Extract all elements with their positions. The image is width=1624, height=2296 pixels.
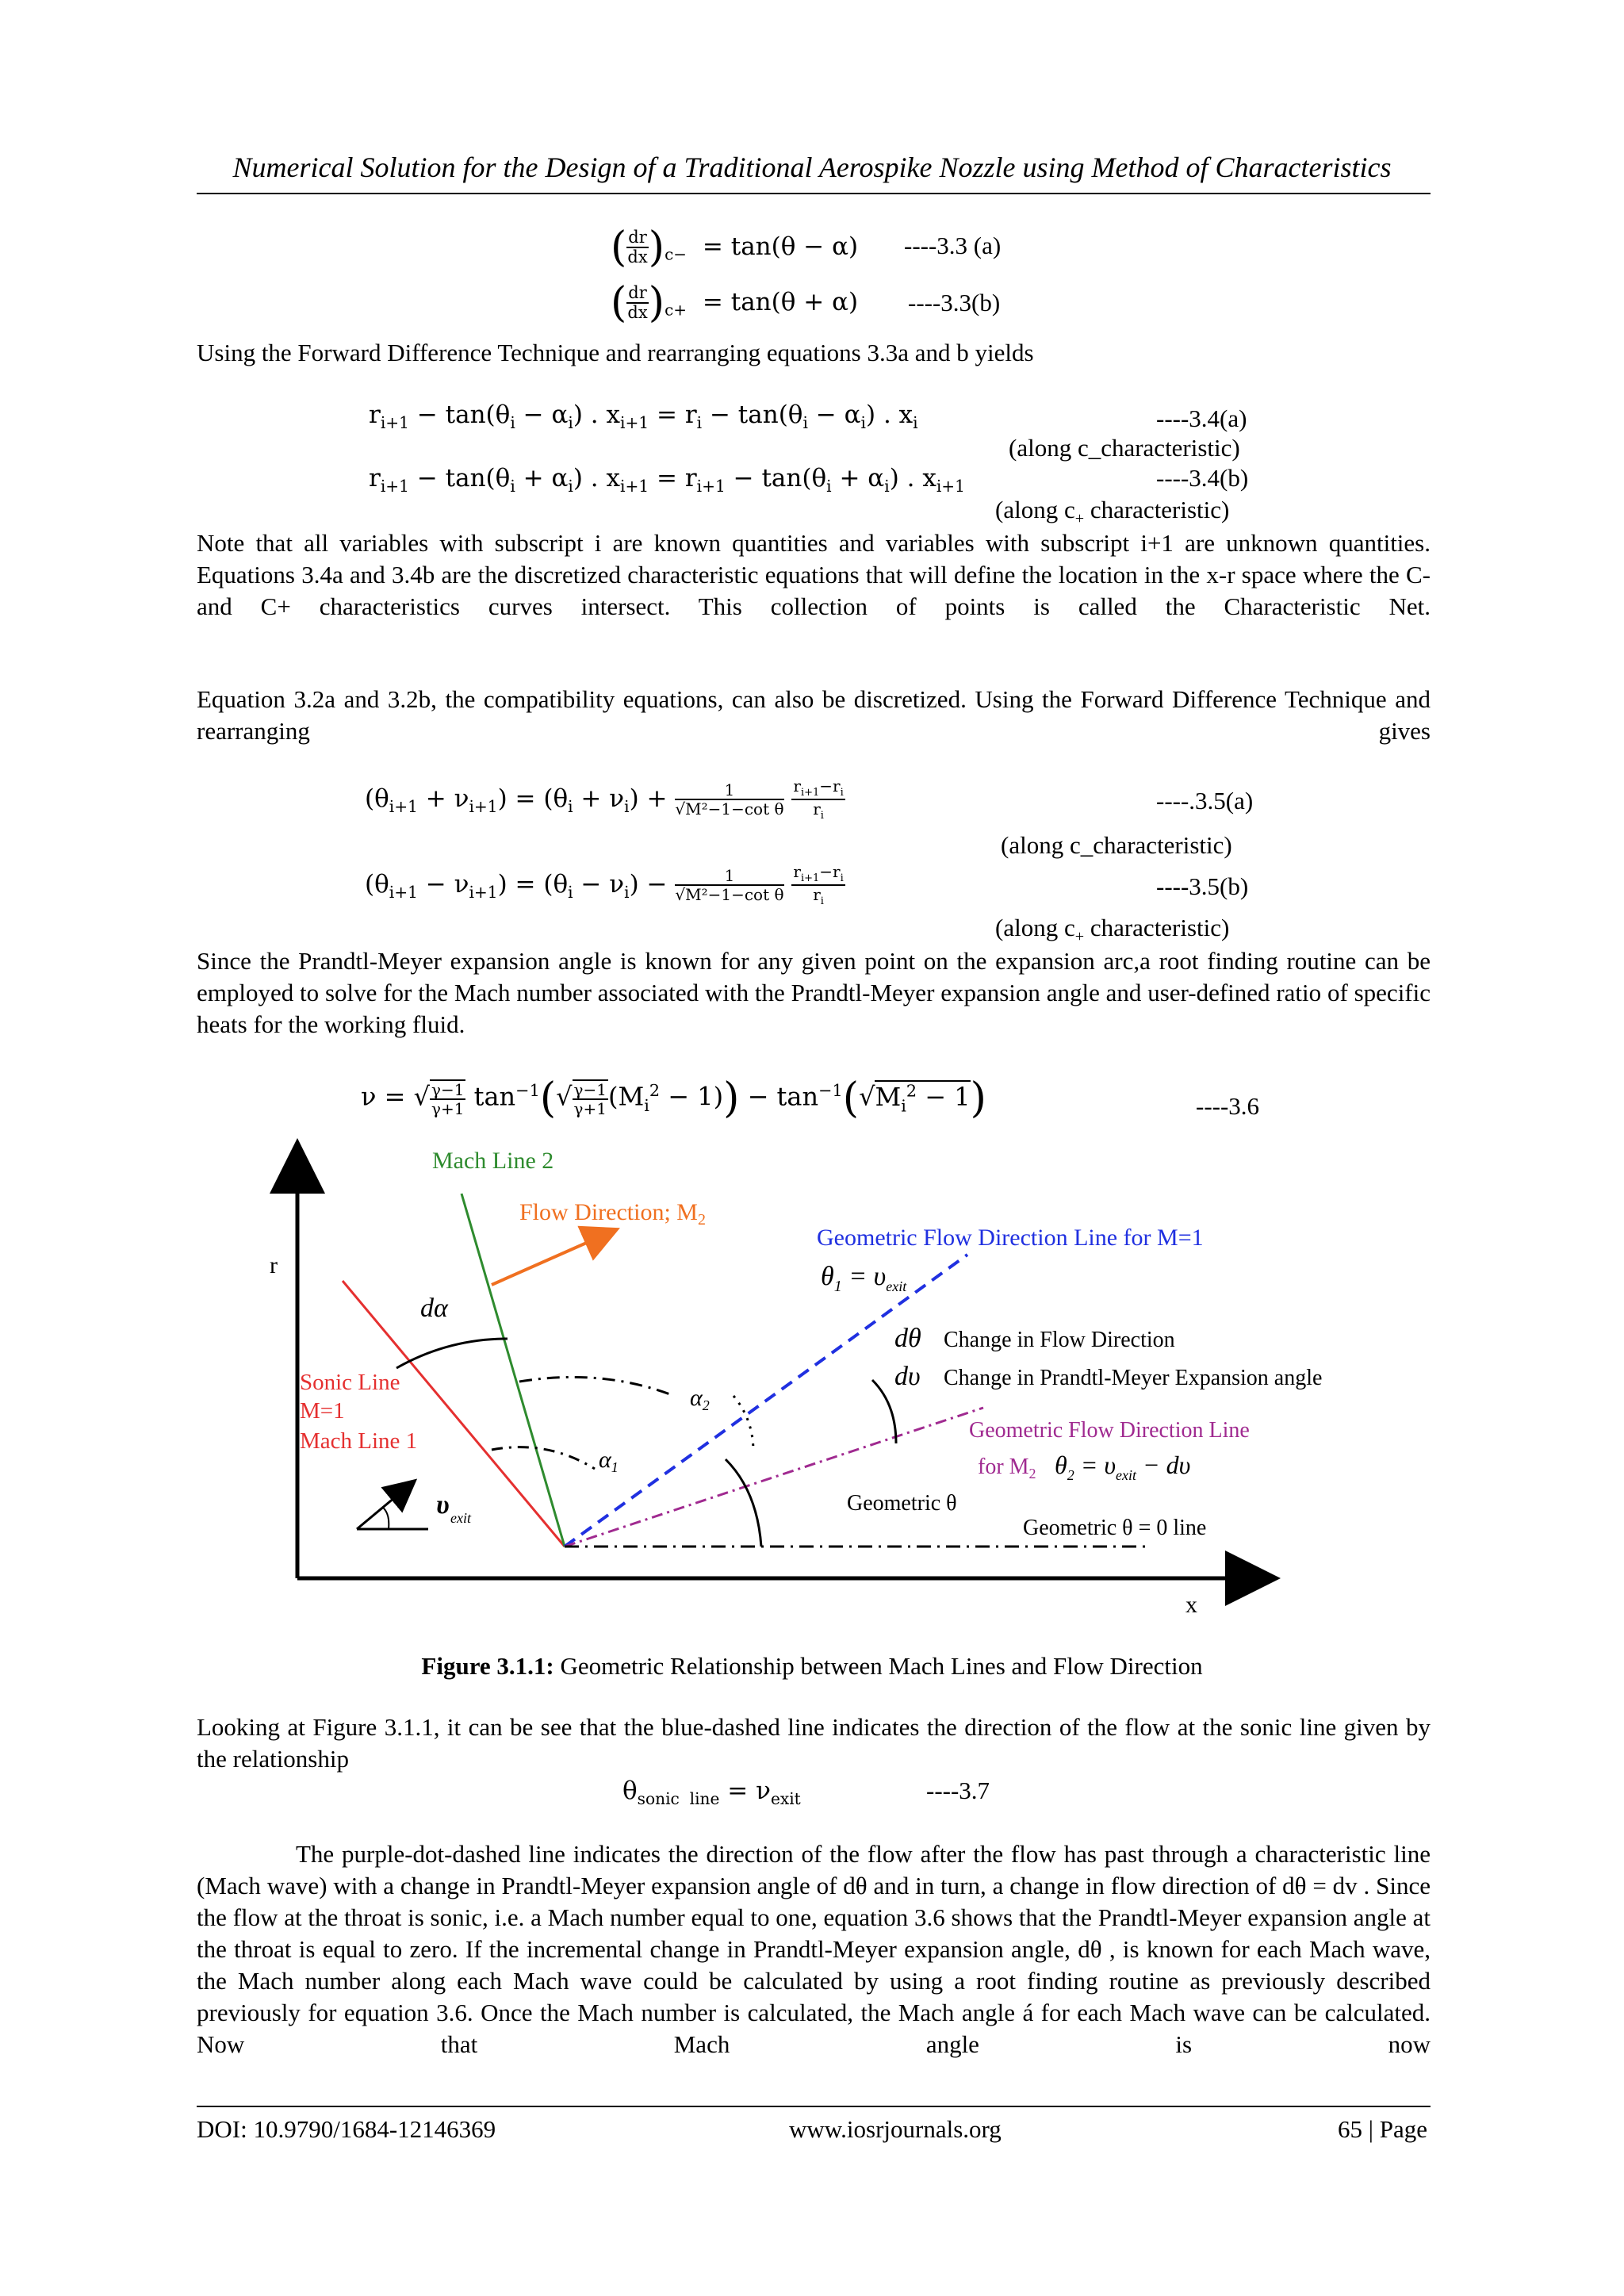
footer-site: www.iosrjournals.org [789,2115,1002,2143]
v-exit-arrow [357,1489,404,1529]
equation-note-3-5b: (along $c_+$ characteristic) [995,914,1230,946]
equation-note-3-4a: (along c_characteristic) [1009,434,1240,462]
equation-note-3-4b: (along $c_+$ characteristic) [995,496,1230,528]
footer-doi: DOI: 10.9790/1684-12146369 [197,2115,496,2143]
equation-3-7: $\theta_{sonic line} = \nu_{exit}$ [622,1777,801,1809]
equation-3-6: ν = √ $\frac{\gamma-1}{\gamma+1}$ $\tan^{-1}(√$ $\frac{\gamma-1}{\gamma+1}$ $(M_i^2 - 1)) - \tan^{-1}(√M_i^2 - 1)$ [361,1075,986,1122]
label-alpha-2: $\alpha_2$ [690,1385,710,1413]
paragraph-compatibility: Equation 3.2a and 3.2b, the compatibility equations, can also be discretized. Using the Forward Difference Technique and rearranging gives [197,685,1431,745]
equation-3-5b: $(\theta_{i+1} - \nu_{i+1}) = (\theta_i - \nu_i)$ − $\frac{1}{\text{√M²−1−cot θ}}$ $\frac{r_{i+1}-r_i}{r_i}$ [365,862,844,908]
label-m-eq-1: M=1 [300,1398,345,1424]
label-mach-line-1: Mach Line 1 [300,1428,418,1454]
alpha2-arc [519,1377,674,1396]
header-rule [197,193,1431,194]
v-exit-sub: exit [450,1510,471,1526]
geometric-flow-line-m2 [565,1408,983,1547]
label-geometric-m1: Geometric Flow Direction Line for M=1 [817,1225,1204,1251]
label-geometric-m2-line2: for $M_2$ [978,1455,1036,1481]
label-geometric-zero: Geometric θ = 0 line [1023,1516,1207,1540]
equation-tag-3-5b: ----3.5(b) [1156,872,1249,900]
equation-tag-3-3a: ----3.3 (a) [904,232,1002,259]
label-dv-symbol: dυ [894,1362,921,1391]
d-theta-arc [872,1380,896,1443]
label-sonic-line: Sonic Line [300,1370,400,1395]
label-dv-text: Change in Prandtl-Meyer Expansion angle [944,1366,1323,1390]
label-alpha-1: $\alpha_1$ [599,1447,619,1475]
label-flow-direction: Flow Direction; $M_2$ [519,1199,706,1228]
figure-caption: Figure 3.1.1: Geometric Relationship between Mach Lines and Flow Direction [421,1652,1203,1680]
paragraph-figure-discussion: Looking at Figure 3.1.1, it can be see that the blue-dashed line indicates the direction of the flow at the sonic line given by the relationship [197,1713,1431,1773]
sonic-line [343,1281,565,1547]
alpha1-arc [492,1447,595,1469]
equation-tag-3-3b: ----3.3(b) [908,289,1001,316]
equation-3-3a: ( $\frac{dr}{dx}$ )$_{c-} = \tan(\theta - \alpha)$ [611,224,859,271]
label-mach-line-2: Mach Line 2 [432,1148,554,1174]
flow-direction-arrow [492,1236,603,1285]
label-dtheta-text: Change in Flow Direction [944,1328,1175,1352]
equation-note-3-5a: (along c_characteristic) [1001,831,1232,859]
label-d-alpha: dα [420,1294,448,1323]
running-header: Numerical Solution for the Design of a Traditional Aerospike Nozzle using Method of Characteristics [232,151,1392,183]
footer-page: 65 | Page [1338,2115,1427,2143]
v-exit-arc [382,1507,389,1529]
mach-line-2 [462,1194,565,1547]
equation-tag-3-5a: ----.3.5(a) [1156,787,1254,815]
footer-rule [197,2106,1431,2107]
equation-tag-3-4a: ----3.4(a) [1156,404,1247,432]
paragraph-mach-angle: The purple-dot-dashed line indicates the direction of the flow after the flow has past through a characteristic line (Mach wave) with a change in Prandtl-Meyer expansion angle of dθ and in turn, a change in flow direction of dθ = dv . Since the flow at the throat is sonic, i.e. a Mach number equal to one, equation 3.6 shows that the Prandtl-Meyer expansion angle at the throat is equal to zero. If the incremental change in Prandtl-Meyer expansion angle, dθ , is known for each Mach wave, the Mach number along each Mach wave could be calculated by using a root finding routine as previously described previously for equation 3.6. Once the Mach number is calculated, the Mach angle á for each Mach wave can be calculated. Now that Mach angle is now [197,1840,1431,2058]
paragraph-forward-difference: Using the Forward Difference Technique and rearranging equations 3.3a and b yields [197,339,1034,366]
label-geometric-theta: Geometric θ [847,1491,957,1516]
equation-3-4a: $r_{i+1} - \tan(\theta_i - \alpha_i)$ . $x_{i+1} = r_i - \tan(\theta_i - \alpha_i)$ . $x_i$ [369,401,918,433]
equation-3-3b: ( $\frac{dr}{dx}$ )$_{c+} = \tan(\theta + \alpha)$ [611,279,859,327]
v-exit-symbol: υ [436,1490,450,1520]
equation-tag-3-6: ----3.6 [1196,1092,1260,1120]
equation-tag-3-7: ----3.7 [926,1777,990,1804]
paragraph-characteristic-net: Note that all variables with subscript i are known quantities and variables with subscript i+1 are unknown quantities. Equations 3.4a and 3.4b are the discretized characteristic equations that will define the location in the x-r space where the C- and C+ characteristics curves intersect. This collection of points is called the Characteristic Net. [197,529,1431,620]
equation-tag-3-4b: ----3.4(b) [1156,464,1249,492]
axis-label-x: x [1185,1592,1197,1618]
geometric-theta-arc [726,1459,761,1547]
label-dtheta-symbol: dθ [894,1324,921,1353]
label-geometric-m2-line1: Geometric Flow Direction Line [969,1418,1250,1443]
paragraph-prandtl-meyer: Since the Prandtl-Meyer expansion angle is known for any given point on the expansion arc,a root finding routine can be employed to solve for the Mach number associated with the Prandtl-Meyer expansion angle and user-defined ratio of specific heats for the working fluid. [197,947,1431,1038]
label-theta2-eq: $\theta_2 = \upsilon_{exit} - d\upsilon$ [1055,1451,1191,1483]
equation-3-5a: $(\theta_{i+1} + \nu_{i+1}) = (\theta_i + \nu_i)$ + $\frac{1}{\text{√M²−1−cot θ}}$ $\frac{r_{i+1}-r_i}{r_i}$ [365,776,844,822]
figure-mach-lines [270,1134,1380,1630]
axis-label-r: r [270,1252,278,1278]
label-theta1-eq: $\theta_1 = \upsilon_{exit}$ [821,1262,907,1295]
equation-3-4b: $r_{i+1} - \tan(\theta_i + \alpha_i)$ . $x_{i+1} = r_{i+1} - \tan(\theta_i + \alpha_i)$ . $x_{i+1}$ [369,464,965,496]
